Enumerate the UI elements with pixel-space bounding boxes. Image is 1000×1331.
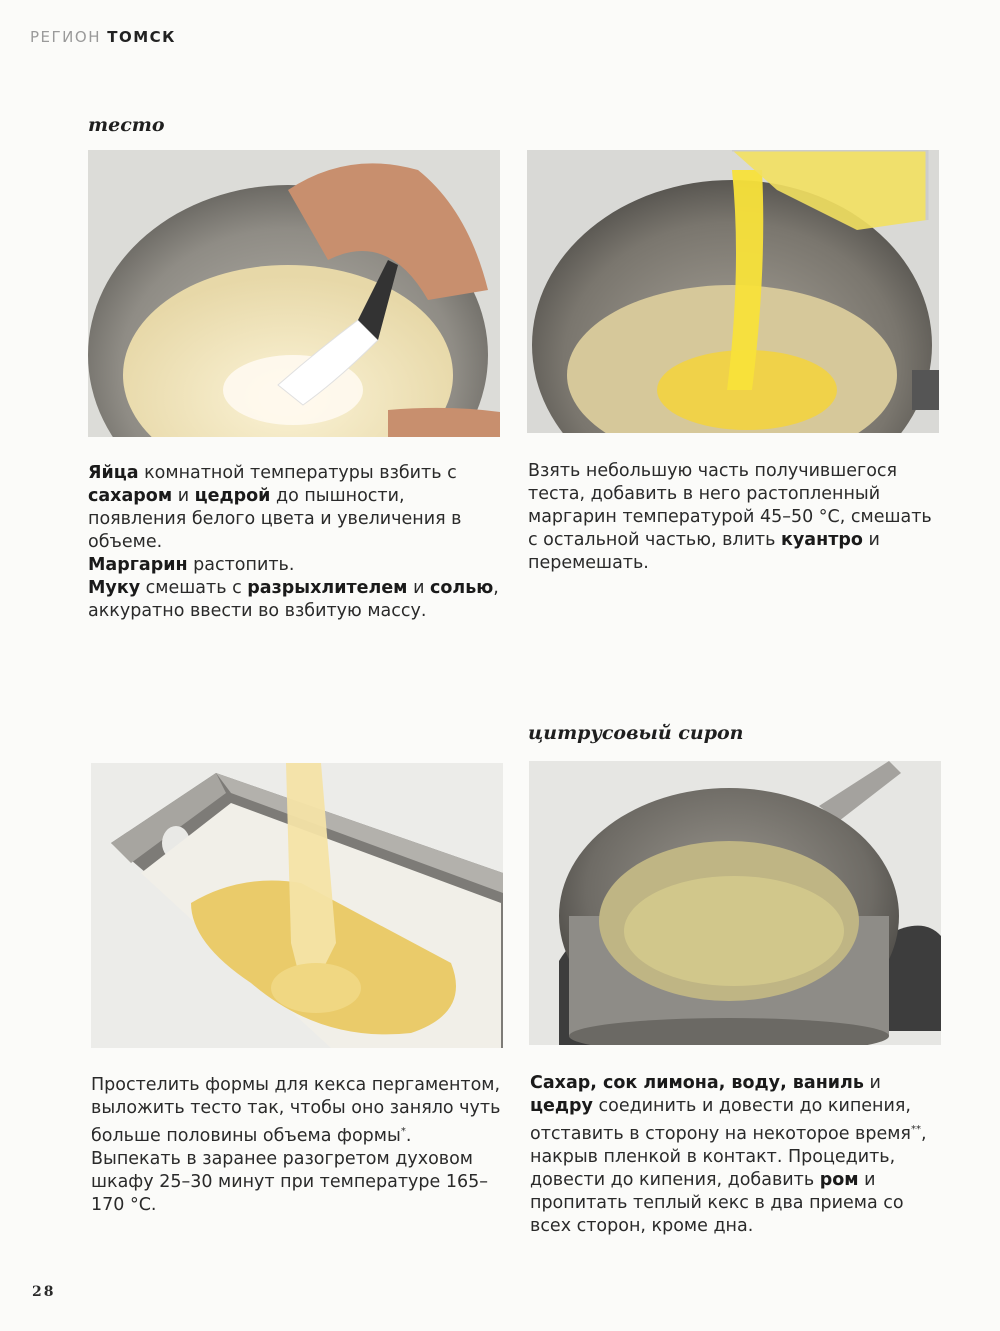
- step-text-fill-pan: [91, 1074, 505, 1217]
- step4-paragraph: Сахар, сок лимона, воду, ваниль и цедру соединить и довести до кипения, отставить в сторону на некоторое время**, накрыв пленкой в контакт. Процедить, довести до кипения, добавить ром и пропитать теплый кекс в два приема со всех сторон, кроме дна.: [530, 1073, 927, 1236]
- header-city: ТОМСК: [107, 28, 176, 46]
- step1-paragraph-2: Маргарин растопить.: [88, 555, 295, 575]
- step-text-whip-eggs: [88, 462, 502, 623]
- photo-batter-in-loaf-pan: [91, 763, 503, 1048]
- ingredient-flour: Муку: [88, 578, 141, 598]
- ingredient-sugar: сахаром: [88, 486, 173, 506]
- step1-paragraph-1: Яйца комнатной температуры взбить с сахаром и цедрой до пышности, появления белого цвета и увеличения в объеме.: [88, 463, 462, 552]
- step3-paragraph-2: Выпекать в заранее разогретом духовом шкафу 25–30 минут при температуре 165–170 °С.: [91, 1148, 488, 1215]
- running-header: [30, 28, 176, 46]
- step-text-syrup: [530, 1072, 944, 1238]
- step1-paragraph-3: Муку смешать с разрыхлителем и солью, аккуратно ввести во взбитую массу.: [88, 578, 499, 621]
- photo-pouring-margarine: [527, 150, 939, 433]
- ingredient-cointreau: куантро: [781, 530, 863, 550]
- footnote-mark-1: *: [400, 1126, 406, 1137]
- step-text-add-margarine: [528, 460, 942, 575]
- ingredient-syrup-base: Сахар, сок лимона, воду, ваниль: [530, 1073, 864, 1093]
- ingredient-zest: цедрой: [194, 486, 271, 506]
- ingredient-baking-powder: разрыхлителем: [247, 578, 408, 598]
- step3-paragraph-1: Простелить формы для кекса пергаментом, выложить тесто так, чтобы оно заняло чуть больше половины объема формы*.: [91, 1075, 501, 1146]
- ingredient-salt: солью: [430, 578, 494, 598]
- section-title-syrup: цитрусовый сироп: [528, 722, 744, 744]
- step2-paragraph: Взять небольшую часть получившегося теста, добавить в него растопленный маргарин температурой 45–50 °С, смешать с остальной частью, влить куантро и перемешать.: [528, 461, 932, 573]
- photo-mixing-batter: [88, 150, 500, 437]
- ingredient-rum: ром: [819, 1169, 859, 1190]
- ingredient-citrus-zest: цедру: [530, 1096, 593, 1116]
- section-title-dough: тесто: [88, 114, 165, 136]
- header-region: РЕГИОН: [30, 28, 101, 46]
- footnote-mark-2: **: [910, 1124, 921, 1135]
- page-number: 28: [32, 1284, 56, 1300]
- photo-syrup-saucepan: [529, 761, 941, 1045]
- ingredient-margarine: Маргарин: [88, 555, 188, 575]
- ingredient-eggs: Яйца: [88, 463, 139, 483]
